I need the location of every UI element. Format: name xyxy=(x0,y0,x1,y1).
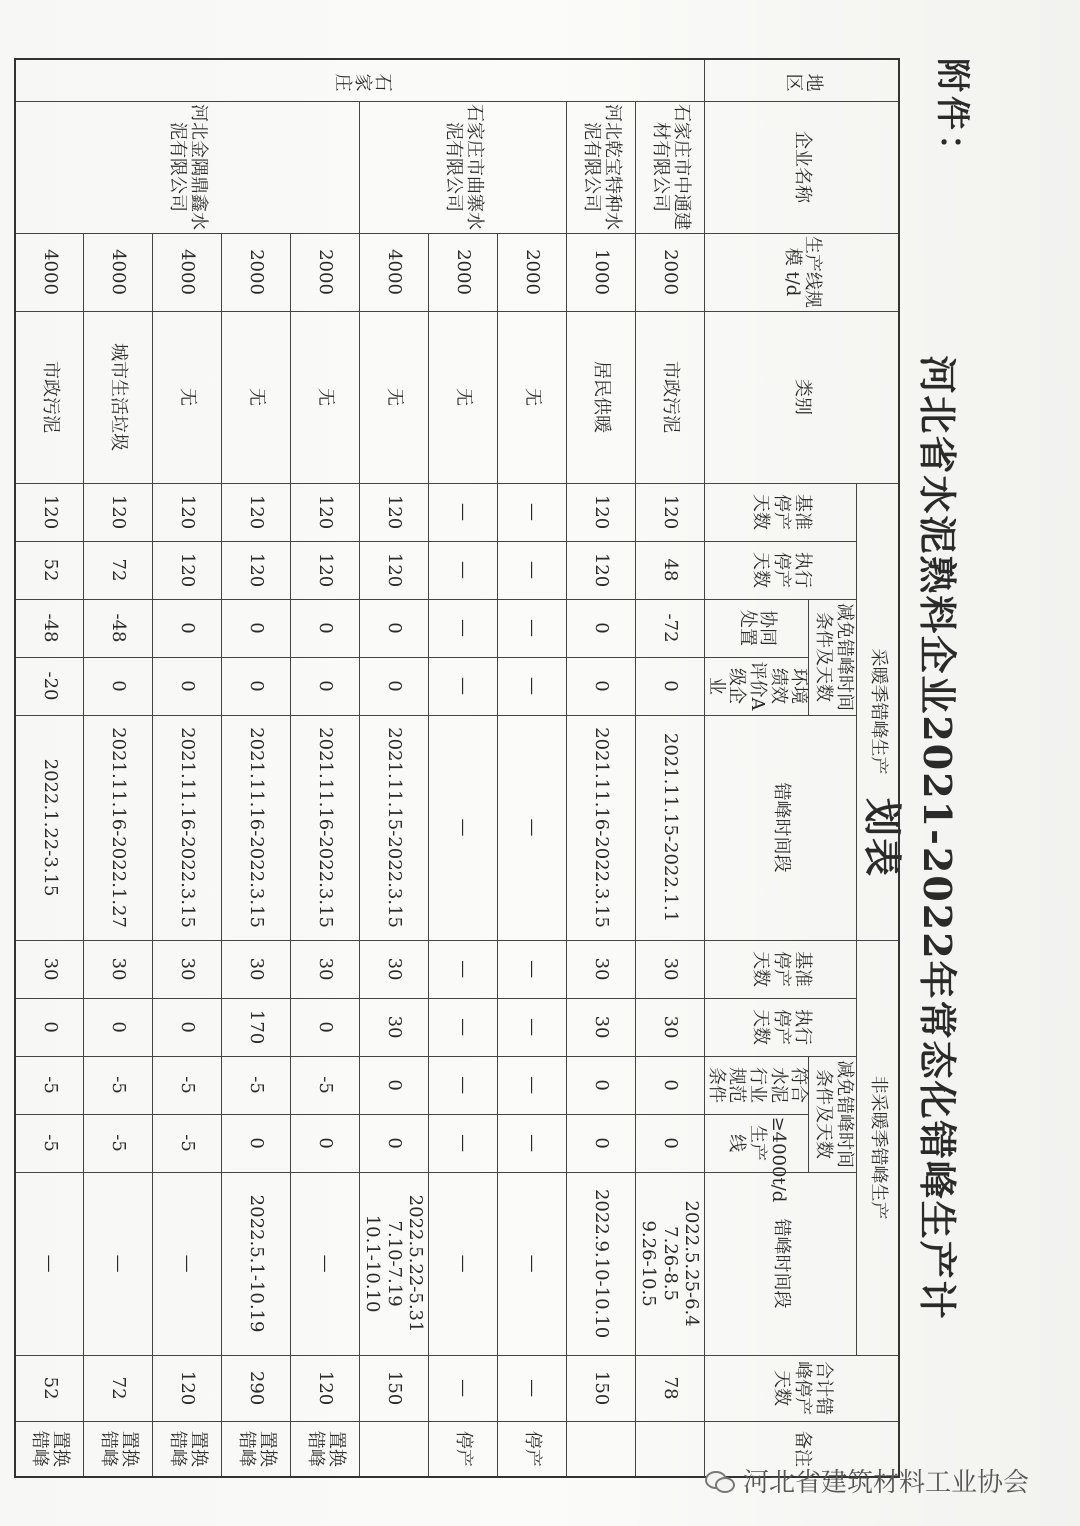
cell-capacity: 2000 xyxy=(498,233,567,311)
table-row xyxy=(429,59,498,1477)
cell-h-period: 2021.11.16-2022.3.15 xyxy=(153,715,222,940)
table-row xyxy=(636,59,705,1477)
cell-n-exec: 0 xyxy=(153,998,222,1056)
cell-capacity: 2000 xyxy=(636,233,705,311)
cell-total: 78 xyxy=(636,1355,705,1421)
header-n-base-days: 基准停产天数 xyxy=(705,940,857,998)
cell-n-base: 30 xyxy=(15,940,84,998)
cell-h-exec: 120 xyxy=(291,541,360,599)
table-row xyxy=(360,59,429,1477)
cell-n-period xyxy=(291,1172,360,1355)
company-cell: 石家庄市曲寨水泥有限公司 xyxy=(360,101,567,233)
cell-total: 72 xyxy=(84,1355,153,1421)
cell-h-coop: -48 xyxy=(84,599,153,657)
cell-h-base: 120 xyxy=(15,483,84,541)
cell-remark: 停产 xyxy=(498,1421,567,1477)
cell-total: 290 xyxy=(222,1355,291,1421)
cell-h-period: 2022.1.22-3.15 xyxy=(15,715,84,940)
cell-n-4000: 0 xyxy=(636,1114,705,1172)
cell-n-4000: -5 xyxy=(15,1114,84,1172)
cell-h-period: 2021.11.15-2022.1.1 xyxy=(636,715,705,940)
cell-capacity: 2000 xyxy=(222,233,291,311)
cell-h-period: — xyxy=(429,715,498,940)
cell-h-exec: 48 xyxy=(636,541,705,599)
cell-h-env: 0 xyxy=(222,657,291,715)
cell-n-comp: -5 xyxy=(222,1056,291,1114)
cell-n-comp: -5 xyxy=(15,1056,84,1114)
cell-category: 无 xyxy=(222,311,291,483)
cell-h-period: 2021.11.15-2022.3.15 xyxy=(360,715,429,940)
table-row xyxy=(567,59,636,1477)
header-region: 地区 xyxy=(705,59,899,101)
cell-h-base: 120 xyxy=(360,483,429,541)
cell-n-exec: 0 xyxy=(15,998,84,1056)
cell-total: — xyxy=(429,1355,498,1421)
cell-h-env: 0 xyxy=(153,657,222,715)
header-4000t-line: ≥4000t/d生产线 xyxy=(705,1114,809,1172)
table-row xyxy=(498,59,567,1477)
cell-h-coop: -48 xyxy=(15,599,84,657)
header-h-period: 错峰时间段 xyxy=(705,715,857,940)
cell-h-coop: 0 xyxy=(222,599,291,657)
cell-h-env: 0 xyxy=(636,657,705,715)
period-line: 7.26-8.5 xyxy=(659,1226,681,1301)
header-h-reduce-conditions: 减免错峰时间条件及天数 xyxy=(809,599,857,715)
cell-n-comp: 0 xyxy=(636,1056,705,1114)
cell-n-base: 30 xyxy=(636,940,705,998)
cell-capacity: 4000 xyxy=(360,233,429,311)
wechat-icon xyxy=(705,1469,735,1493)
cell-n-comp: 0 xyxy=(567,1056,636,1114)
cell-n-exec: 0 xyxy=(84,998,153,1056)
region-cell: 石家庄 xyxy=(15,59,705,101)
cell-h-base: 120 xyxy=(291,483,360,541)
header-category: 类别 xyxy=(705,311,899,483)
company-cell: 河北金隅鼎鑫水泥有限公司 xyxy=(15,101,360,233)
period-line: 2022.5.22-5.31 xyxy=(405,1194,427,1333)
cell-h-coop: 0 xyxy=(360,599,429,657)
cell-total: 120 xyxy=(291,1355,360,1421)
cell-h-exec: 120 xyxy=(222,541,291,599)
cell-n-comp: — xyxy=(498,1056,567,1114)
header-h-exec-days: 执行停产天数 xyxy=(705,541,857,599)
cell-total: 150 xyxy=(360,1355,429,1421)
cell-h-env: -20 xyxy=(15,657,84,715)
header-remark: 备注 xyxy=(705,1421,899,1477)
table-row xyxy=(222,59,291,1477)
cell-category: 城市生活垃圾 xyxy=(84,311,153,483)
table-row xyxy=(153,59,222,1477)
header-cooperative-disposal: 协同处置 xyxy=(705,599,809,657)
cell-h-base: 120 xyxy=(222,483,291,541)
cell-h-coop: — xyxy=(429,599,498,657)
cell-n-base: 30 xyxy=(360,940,429,998)
cell-remark: 置换错峰 xyxy=(153,1421,222,1477)
cell-category: 市政污泥 xyxy=(636,311,705,483)
cell-n-base: 30 xyxy=(84,940,153,998)
cell-n-4000: 0 xyxy=(567,1114,636,1172)
cell-n-comp: -5 xyxy=(84,1056,153,1114)
company-cell: 石家庄市中通建材有限公司 xyxy=(636,101,705,233)
cell-remark: 置换错峰 xyxy=(222,1421,291,1477)
cell-h-base: — xyxy=(429,483,498,541)
cell-n-base: 30 xyxy=(567,940,636,998)
cell-n-period xyxy=(15,1172,84,1355)
header-nonheating-season: 非采暖季错峰生产 xyxy=(857,940,899,1355)
cell-n-period xyxy=(567,1172,636,1355)
cell-h-env: — xyxy=(429,657,498,715)
cell-h-base: 120 xyxy=(153,483,222,541)
cell-h-exec: — xyxy=(498,541,567,599)
period-line: — xyxy=(39,1254,61,1273)
cell-n-4000: -5 xyxy=(84,1114,153,1172)
cell-capacity: 4000 xyxy=(153,233,222,311)
cell-category: 市政污泥 xyxy=(15,311,84,483)
cell-remark: 置换错峰 xyxy=(84,1421,153,1477)
cell-h-exec: 120 xyxy=(360,541,429,599)
cell-capacity: 2000 xyxy=(429,233,498,311)
period-line: 2022.5.1-10.19 xyxy=(245,1194,267,1333)
cell-n-exec: — xyxy=(498,998,567,1056)
period-line: — xyxy=(521,1254,543,1273)
cell-h-period: 2021.11.16-2022.1.27 xyxy=(84,715,153,940)
cell-h-exec: — xyxy=(429,541,498,599)
cell-n-base: — xyxy=(429,940,498,998)
cell-h-coop: 0 xyxy=(291,599,360,657)
period-line: 10.1-10.10 xyxy=(362,1214,384,1313)
cell-h-env: 0 xyxy=(360,657,429,715)
header-env-a-grade: 环境绩效评价A级企业 xyxy=(705,657,809,715)
header-industry-compliant: 符合水泥行业规范条件 xyxy=(705,1056,809,1114)
cell-h-period: — xyxy=(498,715,567,940)
cell-n-period xyxy=(636,1172,705,1355)
cell-n-4000: — xyxy=(429,1114,498,1172)
rotated-document xyxy=(29,58,980,1467)
cell-h-base: 120 xyxy=(636,483,705,541)
cell-n-period xyxy=(222,1172,291,1355)
cell-n-base: — xyxy=(498,940,567,998)
cell-category: 无 xyxy=(153,311,222,483)
period-line: — xyxy=(314,1254,336,1273)
cell-n-comp: — xyxy=(429,1056,498,1114)
cell-category: 无 xyxy=(498,311,567,483)
period-line: — xyxy=(452,1254,474,1273)
cell-category: 无 xyxy=(429,311,498,483)
period-line: 9.26-10.5 xyxy=(638,1220,660,1307)
cell-total: 120 xyxy=(153,1355,222,1421)
cell-capacity: 4000 xyxy=(84,233,153,311)
cell-n-exec: 30 xyxy=(360,998,429,1056)
cell-h-env: 0 xyxy=(567,657,636,715)
cell-n-period xyxy=(360,1172,429,1355)
cell-n-exec: 30 xyxy=(636,998,705,1056)
cell-remark xyxy=(636,1421,705,1477)
cell-n-exec: 0 xyxy=(291,998,360,1056)
table-row xyxy=(291,59,360,1477)
cell-remark xyxy=(360,1421,429,1477)
cell-h-period: 2021.11.16-2022.3.15 xyxy=(291,715,360,940)
cell-capacity: 1000 xyxy=(567,233,636,311)
header-n-exec-days: 执行停产天数 xyxy=(705,998,857,1056)
cell-remark: 置换错峰 xyxy=(15,1421,84,1477)
cell-n-exec: 170 xyxy=(222,998,291,1056)
period-line: 2022.9.10-10.10 xyxy=(590,1188,612,1339)
cell-capacity: 4000 xyxy=(15,233,84,311)
cell-category: 无 xyxy=(291,311,360,483)
cell-h-env: 0 xyxy=(291,657,360,715)
cell-category: 居民供暖 xyxy=(567,311,636,483)
cell-n-base: 30 xyxy=(222,940,291,998)
cell-h-coop: — xyxy=(498,599,567,657)
cell-n-exec: 30 xyxy=(567,998,636,1056)
cell-n-4000: 0 xyxy=(291,1114,360,1172)
document-title: 河北省水泥熟料企业2021-2022年常态化错峰生产计划表 xyxy=(860,355,960,1321)
cell-h-period: 2021.11.16-2022.3.15 xyxy=(567,715,636,940)
attachment-label: 附件： xyxy=(932,58,972,172)
cell-remark: 置换错峰 xyxy=(291,1421,360,1477)
cell-n-exec: — xyxy=(429,998,498,1056)
cell-n-period xyxy=(498,1172,567,1355)
header-h-base-days: 基准停产天数 xyxy=(705,483,857,541)
cell-n-4000: — xyxy=(498,1114,567,1172)
header-company: 企业名称 xyxy=(705,101,899,233)
cell-h-exec: 72 xyxy=(84,541,153,599)
period-line: — xyxy=(107,1254,129,1273)
cell-n-4000: 0 xyxy=(360,1114,429,1172)
cell-capacity: 2000 xyxy=(291,233,360,311)
cell-h-coop: -72 xyxy=(636,599,705,657)
plan-table xyxy=(14,58,900,1478)
cell-n-comp: 0 xyxy=(360,1056,429,1114)
cell-category: 无 xyxy=(360,311,429,483)
cell-n-comp: -5 xyxy=(153,1056,222,1114)
cell-h-coop: 0 xyxy=(153,599,222,657)
cell-n-period xyxy=(84,1172,153,1355)
header-heating-season: 采暖季错峰生产 xyxy=(857,483,899,940)
period-line: 7.10-7.19 xyxy=(383,1220,405,1307)
period-line: — xyxy=(176,1254,198,1273)
header-capacity: 生产线规模 t/d xyxy=(705,233,899,311)
cell-n-comp: -5 xyxy=(291,1056,360,1114)
cell-h-exec: 120 xyxy=(153,541,222,599)
header-n-reduce-conditions: 减免错峰时间条件及天数 xyxy=(809,1056,857,1172)
header-n-period: 错峰时间段 xyxy=(705,1172,857,1355)
company-cell: 河北乾宝特种水泥有限公司 xyxy=(567,101,636,233)
cell-h-base: 120 xyxy=(84,483,153,541)
cell-n-base: 30 xyxy=(291,940,360,998)
cell-h-coop: 0 xyxy=(567,599,636,657)
cell-h-exec: 52 xyxy=(15,541,84,599)
cell-remark xyxy=(567,1421,636,1477)
cell-h-env: — xyxy=(498,657,567,715)
cell-n-period xyxy=(429,1172,498,1355)
cell-total: 150 xyxy=(567,1355,636,1421)
cell-h-period: 2021.11.16-2022.3.15 xyxy=(222,715,291,940)
table-row xyxy=(84,59,153,1477)
period-line: 2022.5.25-6.4 xyxy=(681,1200,703,1327)
cell-total: 52 xyxy=(15,1355,84,1421)
header-total: 合计错峰停产天数 xyxy=(705,1355,899,1421)
cell-h-exec: 120 xyxy=(567,541,636,599)
cell-n-period xyxy=(153,1172,222,1355)
watermark xyxy=(705,1462,1029,1499)
cell-h-base: 120 xyxy=(567,483,636,541)
cell-remark: 停产 xyxy=(429,1421,498,1477)
cell-n-4000: 0 xyxy=(222,1114,291,1172)
watermark-text: 河北省建筑材料工业协会 xyxy=(743,1468,1030,1498)
cell-n-4000: -5 xyxy=(153,1114,222,1172)
table-row xyxy=(15,59,84,1477)
cell-total: — xyxy=(498,1355,567,1421)
cell-h-env: 0 xyxy=(84,657,153,715)
cell-h-base: — xyxy=(498,483,567,541)
cell-n-base: 30 xyxy=(153,940,222,998)
